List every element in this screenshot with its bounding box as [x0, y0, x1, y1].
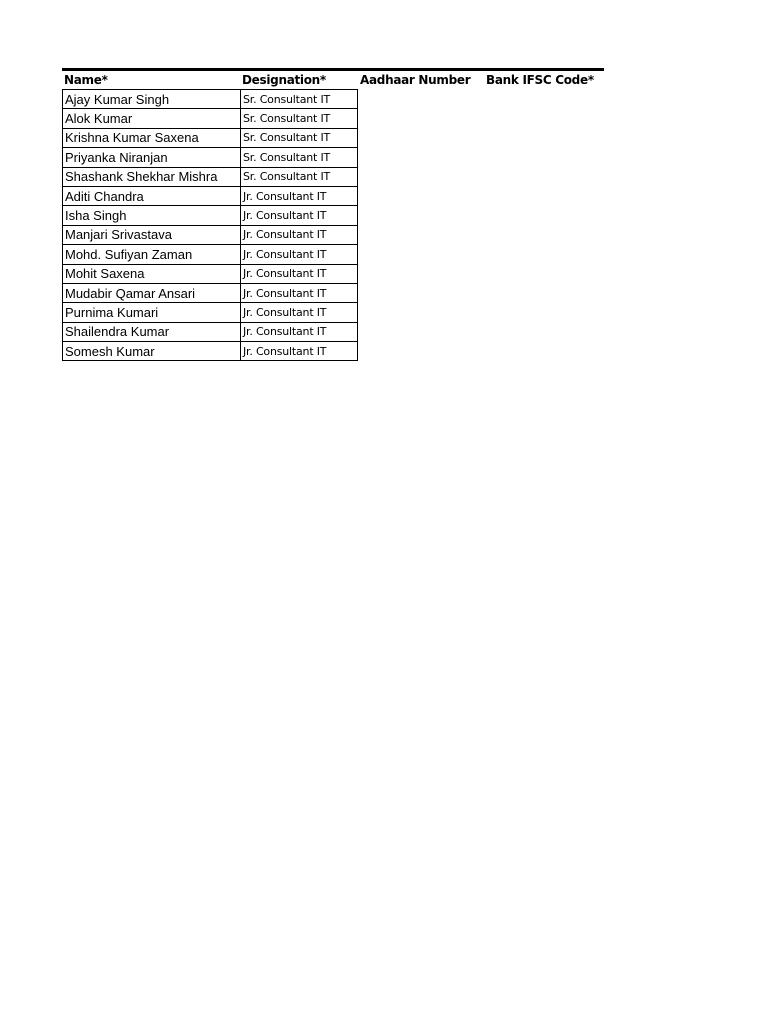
cell-designation: Jr. Consultant IT	[241, 206, 358, 225]
table-row	[63, 128, 358, 147]
cell-name: Krishna Kumar Saxena	[63, 128, 241, 147]
cell-name: Mohit Saxena	[63, 264, 241, 283]
table-row	[63, 186, 358, 205]
cell-name: Alok Kumar	[63, 109, 241, 128]
table-row	[63, 206, 358, 225]
cell-designation: Sr. Consultant IT	[241, 148, 358, 167]
header-aadhaar-number: Aadhaar Number	[360, 73, 471, 87]
cell-name: Shailendra Kumar	[63, 322, 241, 341]
table-row	[63, 283, 358, 302]
cell-name: Aditi Chandra	[63, 186, 241, 205]
cell-name: Priyanka Niranjan	[63, 148, 241, 167]
employee-table-body	[63, 90, 358, 361]
cell-name: Ajay Kumar Singh	[63, 90, 241, 109]
cell-name: Mohd. Sufiyan Zaman	[63, 245, 241, 264]
cell-designation: Sr. Consultant IT	[241, 128, 358, 147]
cell-designation: Jr. Consultant IT	[241, 283, 358, 302]
cell-name: Purnima Kumari	[63, 303, 241, 322]
table-row	[63, 225, 358, 244]
table-row	[63, 148, 358, 167]
table-row	[63, 342, 358, 361]
cell-name: Isha Singh	[63, 206, 241, 225]
cell-designation: Jr. Consultant IT	[241, 245, 358, 264]
cell-designation: Jr. Consultant IT	[241, 342, 358, 361]
cell-designation: Jr. Consultant IT	[241, 186, 358, 205]
cell-designation: Sr. Consultant IT	[241, 90, 358, 109]
table-row	[63, 245, 358, 264]
table-row	[63, 303, 358, 322]
table-row	[63, 264, 358, 283]
table-row	[63, 167, 358, 186]
table-row	[63, 322, 358, 341]
table-row	[63, 90, 358, 109]
cell-name: Mudabir Qamar Ansari	[63, 283, 241, 302]
cell-designation: Jr. Consultant IT	[241, 225, 358, 244]
table-row	[63, 109, 358, 128]
cell-designation: Jr. Consultant IT	[241, 322, 358, 341]
cell-designation: Jr. Consultant IT	[241, 264, 358, 283]
header-bank-ifsc-code: Bank IFSC Code*	[486, 73, 594, 87]
cell-name: Somesh Kumar	[63, 342, 241, 361]
employee-table	[62, 89, 358, 361]
header-row	[62, 71, 604, 89]
cell-designation: Sr. Consultant IT	[241, 109, 358, 128]
cell-name: Manjari Srivastava	[63, 225, 241, 244]
cell-designation: Jr. Consultant IT	[241, 303, 358, 322]
cell-designation: Sr. Consultant IT	[241, 167, 358, 186]
cell-name: Shashank Shekhar Mishra	[63, 167, 241, 186]
header-designation: Designation*	[242, 73, 326, 87]
header-name: Name*	[64, 73, 108, 87]
